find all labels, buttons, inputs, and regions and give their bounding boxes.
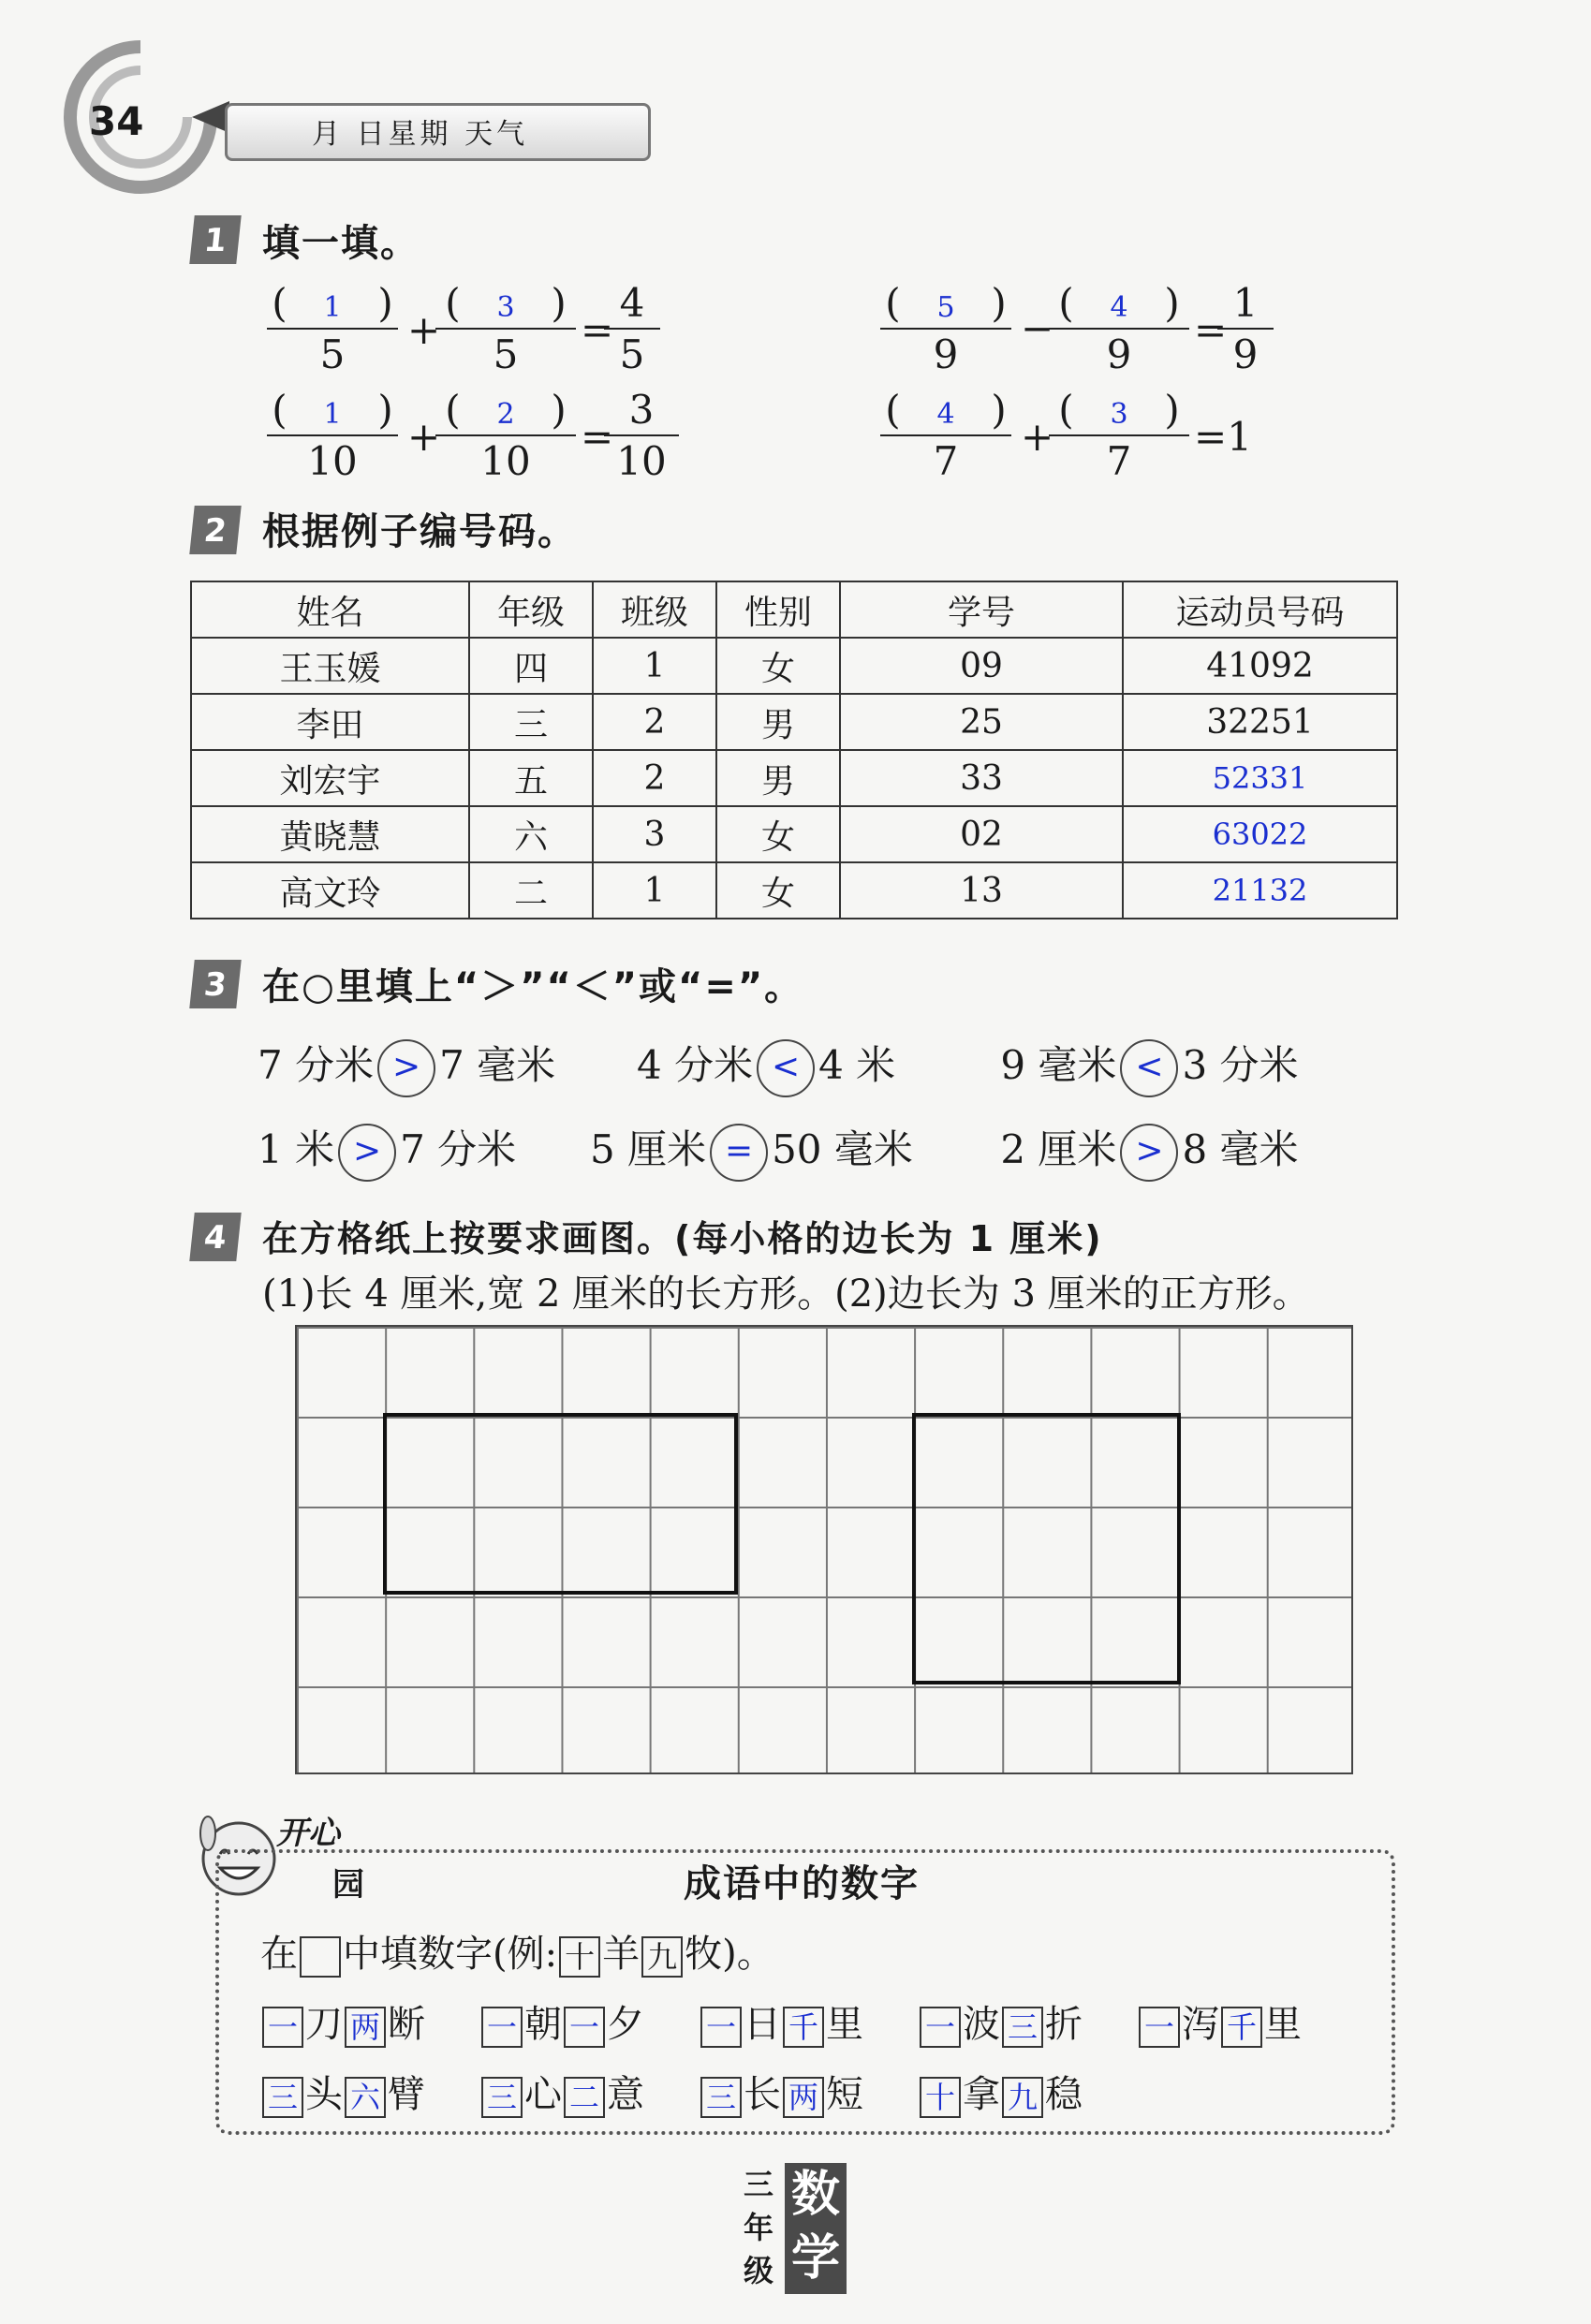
cell-name: 王玉媛	[191, 638, 469, 694]
idiom-answer-box[interactable]: 千	[783, 2007, 824, 2048]
table-row	[191, 862, 1397, 919]
idiom-answer-box[interactable]: 一	[564, 2007, 605, 2048]
idiom-answer-box[interactable]: 一	[700, 2007, 742, 2048]
idiom-answer-box[interactable]: 二	[564, 2077, 605, 2118]
cell-gender: 女	[716, 862, 840, 919]
equals-sign: =	[1194, 307, 1228, 353]
denominator: 7	[1106, 438, 1132, 484]
cell-gender: 女	[716, 638, 840, 694]
cell-student-id: 02	[840, 806, 1123, 862]
cell-name: 高文玲	[191, 862, 469, 919]
denominator: 10	[480, 438, 531, 484]
section-badge-2: 2	[189, 506, 241, 554]
result-denominator: 10	[616, 438, 667, 484]
result-denominator: 5	[619, 331, 645, 377]
operator: +	[407, 414, 441, 460]
page-number: 34	[89, 98, 144, 144]
cell-grade: 六	[469, 806, 593, 862]
cell-grade: 三	[469, 694, 593, 750]
idiom-item: 三 头 六 臂	[260, 2065, 425, 2118]
compare-item: 1 米 > 7 分米	[258, 1119, 590, 1182]
idiom-answer-box[interactable]: 三	[481, 2077, 523, 2118]
idiom-item: 一 泻 千 里	[1137, 1994, 1302, 2048]
section-title-1: 填一填。	[262, 222, 420, 265]
answer-blank[interactable]: 1	[323, 291, 342, 324]
section-badge-4: 4	[189, 1213, 241, 1261]
result: =1	[1194, 414, 1252, 460]
column-header: 学号	[840, 581, 1123, 638]
fun-corner-tag-2: 园	[332, 1866, 364, 1904]
answer-circle[interactable]: >	[338, 1124, 396, 1182]
cell-name: 刘宏宇	[191, 750, 469, 806]
result-numerator: 1	[1232, 280, 1259, 326]
fun-corner-tag: 开心	[276, 1815, 340, 1852]
compare-item: 5 厘米 = 50 毫米	[590, 1119, 988, 1182]
compare-item: 4 分米 < 4 米	[637, 1035, 988, 1097]
athlete-number-table	[190, 581, 1398, 919]
cell-gender: 男	[716, 694, 840, 750]
date-weather-bar: 月 日星期 天气	[225, 103, 651, 161]
equals-sign: =	[581, 414, 614, 460]
cell-name: 李田	[191, 694, 469, 750]
cell-class: 1	[593, 862, 716, 919]
idiom-answer-box[interactable]: 九	[1002, 2077, 1043, 2118]
answer-circle[interactable]: >	[377, 1039, 435, 1097]
idiom-row-1	[260, 1994, 1302, 2048]
answer-circle[interactable]: =	[710, 1124, 768, 1182]
idiom-item: 三 长 两 短	[699, 2065, 863, 2118]
table-row	[191, 806, 1397, 862]
cell-class: 2	[593, 750, 716, 806]
column-header: 性别	[716, 581, 840, 638]
answer-circle[interactable]: <	[757, 1039, 815, 1097]
answer-circle[interactable]: >	[1120, 1124, 1178, 1182]
equals-sign: =	[581, 307, 614, 353]
fun-instruction: 在 中填数字(例: 十 羊 九 牧)。	[260, 1933, 774, 1976]
idiom-item: 一 朝 一 夕	[479, 1994, 644, 2048]
column-header: 姓名	[191, 581, 469, 638]
section-4-instructions: (1)长 4 厘米,宽 2 厘米的长方形。(2)边长为 3 厘米的正方形。	[262, 1272, 1310, 1316]
answer-circle[interactable]: <	[1120, 1039, 1178, 1097]
operator: +	[407, 307, 441, 353]
footer-grade-label: 三 年 级	[743, 2167, 773, 2288]
answer-blank[interactable]: 2	[496, 398, 515, 431]
answer-athlete-number[interactable]: 63022	[1123, 806, 1397, 862]
compare-item: 9 毫米 < 3 分米	[988, 1042, 1299, 1088]
cell-gender: 女	[716, 806, 840, 862]
cell-grade: 四	[469, 638, 593, 694]
result-denominator: 9	[1232, 331, 1259, 377]
example-box: 九	[641, 1936, 683, 1978]
cell-athlete-number: 32251	[1123, 694, 1397, 750]
section-title-2: 根据例子编号码。	[262, 510, 577, 553]
idiom-answer-box[interactable]: 一	[481, 2007, 523, 2048]
compare-item: 2 厘米 > 8 毫米	[988, 1126, 1299, 1172]
idiom-answer-box[interactable]: 千	[1221, 2007, 1262, 2048]
compare-item: 7 分米 > 7 毫米	[258, 1035, 637, 1097]
denominator: 10	[307, 438, 358, 484]
idiom-answer-box[interactable]: 两	[783, 2077, 824, 2118]
cell-grade: 二	[469, 862, 593, 919]
answer-blank[interactable]: 1	[323, 398, 342, 431]
compare-row-2	[258, 1119, 1299, 1182]
result-numerator: 3	[628, 387, 655, 433]
idiom-item: 一 刀 两 断	[260, 1994, 425, 2048]
section-badge-1: 1	[189, 215, 241, 264]
column-header: 年级	[469, 581, 593, 638]
idiom-row-2	[260, 2065, 1137, 2118]
table-row	[191, 638, 1397, 694]
empty-box	[300, 1936, 341, 1978]
answer-athlete-number[interactable]: 21132	[1123, 862, 1397, 919]
section-badge-3: 3	[189, 960, 241, 1008]
cell-name: 黄晓慧	[191, 806, 469, 862]
idiom-answer-box[interactable]: 一	[1139, 2007, 1180, 2048]
cell-student-id: 25	[840, 694, 1123, 750]
denominator: 9	[933, 331, 959, 377]
idiom-answer-box[interactable]: 一	[262, 2007, 303, 2048]
answer-blank[interactable]: 4	[936, 398, 955, 431]
table-row	[191, 750, 1397, 806]
answer-blank[interactable]: 3	[1110, 398, 1128, 431]
cell-grade: 五	[469, 750, 593, 806]
operator: −	[1021, 305, 1054, 351]
denominator: 5	[319, 331, 346, 377]
footer-subject-label: 数 学	[785, 2163, 847, 2294]
cell-student-id: 13	[840, 862, 1123, 919]
idiom-item: 一 日 千 里	[699, 1994, 863, 2048]
cell-student-id: 33	[840, 750, 1123, 806]
idiom-item: 十 拿 九 稳	[918, 2065, 1083, 2118]
section-title-3: 在○里填上“＞”“＜”或“=”。	[262, 965, 804, 1008]
table-row	[191, 694, 1397, 750]
idiom-answer-box[interactable]: 三	[262, 2077, 303, 2118]
answer-blank[interactable]: 3	[496, 291, 515, 324]
drawn-rectangle[interactable]	[383, 1413, 738, 1595]
answer-blank[interactable]: 5	[936, 291, 955, 324]
fun-corner-title: 成语中的数字	[684, 1862, 920, 1905]
cell-class: 1	[593, 638, 716, 694]
column-header: 运动员号码	[1123, 581, 1397, 638]
answer-blank[interactable]: 4	[1110, 291, 1128, 324]
example-box: 十	[559, 1936, 600, 1978]
cell-gender: 男	[716, 750, 840, 806]
column-header: 班级	[593, 581, 716, 638]
operator: +	[1021, 414, 1054, 460]
idiom-answer-box[interactable]: 一	[920, 2007, 961, 2048]
cell-athlete-number: 41092	[1123, 638, 1397, 694]
idiom-answer-box[interactable]: 三	[700, 2077, 742, 2118]
idiom-item: 三 心 二 意	[479, 2065, 644, 2118]
idiom-answer-box[interactable]: 三	[1002, 2007, 1043, 2048]
drawn-square[interactable]	[912, 1413, 1181, 1684]
compare-row-1	[258, 1035, 1299, 1097]
idiom-answer-box[interactable]: 两	[345, 2007, 386, 2048]
idiom-answer-box[interactable]: 六	[345, 2077, 386, 2118]
answer-athlete-number[interactable]: 52331	[1123, 750, 1397, 806]
section-title-4: 在方格纸上按要求画图。(每小格的边长为 1 厘米)	[262, 1218, 1103, 1259]
denominator: 7	[933, 438, 959, 484]
denominator: 5	[493, 331, 519, 377]
denominator: 9	[1106, 331, 1132, 377]
table-header-row	[191, 581, 1397, 638]
result-numerator: 4	[619, 280, 645, 326]
cell-class: 3	[593, 806, 716, 862]
idiom-item: 一 波 三 折	[918, 1994, 1083, 2048]
cell-student-id: 09	[840, 638, 1123, 694]
idiom-answer-box[interactable]: 十	[920, 2077, 961, 2118]
cell-class: 2	[593, 694, 716, 750]
